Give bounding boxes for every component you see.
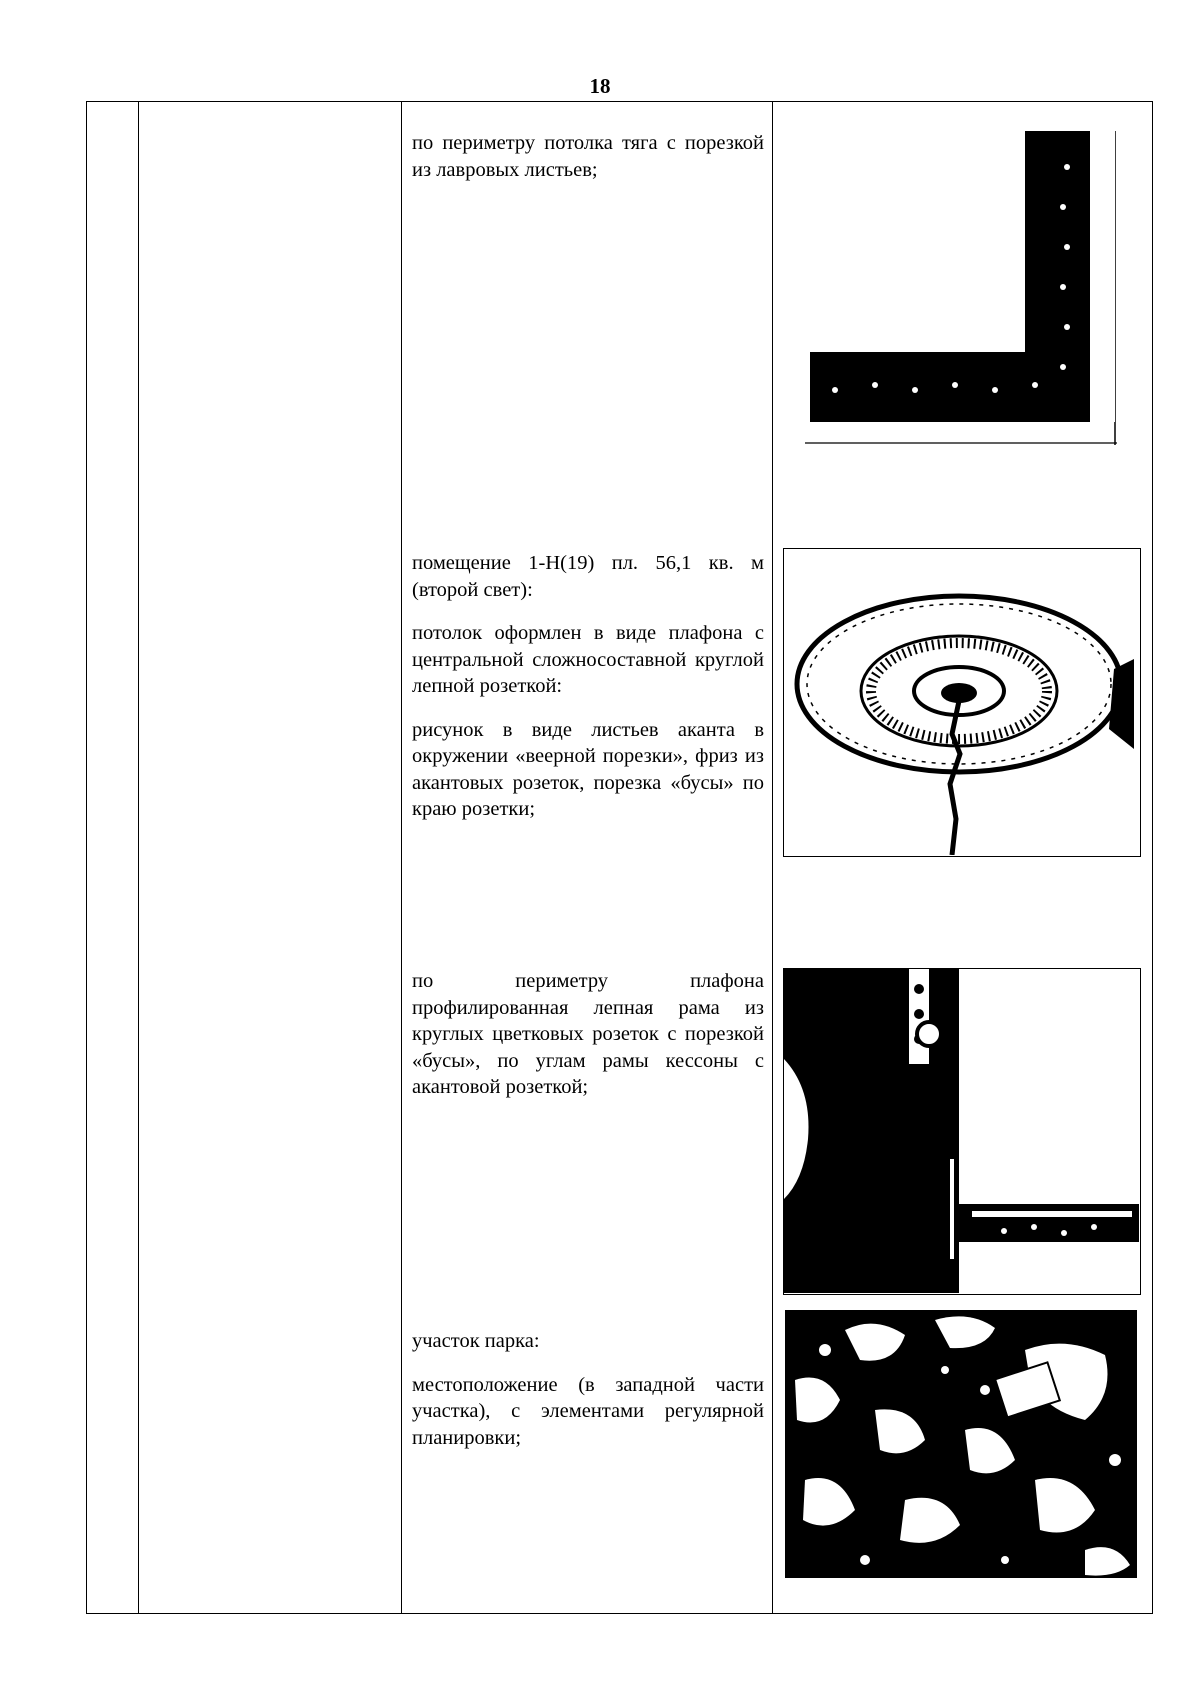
paragraph: участок парка: (412, 1330, 540, 1352)
paragraph: по периметру потолка тяга с порезкой из лавровых листьев; (412, 132, 764, 181)
paragraph: местоположение (в западной части участка), с элементами регулярной планировки; (412, 1373, 764, 1449)
text-block-cornice (412, 130, 764, 200)
paragraph: рисунок в виде листьев аканта в окружении «веерной порезки», фриз из акантовых розеток, порезка «бусы» по краю розетки; (412, 718, 764, 820)
text-block-park (412, 1328, 764, 1468)
paragraph: потолок оформлен в виде плафона с центральной сложносоставной круглой лепной розеткой: (412, 622, 764, 697)
paragraph: помещение 1-Н(19) пл. 56,1 кв. м (второй свет): (412, 552, 764, 601)
column-divider-3 (772, 101, 773, 1614)
page-number: 18 (589, 74, 611, 98)
column-divider-2 (401, 101, 402, 1614)
park-area-photo (785, 1310, 1137, 1578)
plafond-frame-photo (783, 968, 1141, 1295)
text-block-room (412, 550, 764, 840)
ceiling-rosette-photo (783, 548, 1141, 857)
paragraph: по периметру плафона профилированная лепная рама из круглых цветковых розеток с порезкой «бусы», по углам рамы кессоны с акантовой розеткой; (412, 970, 764, 1098)
cornice-laurel-photo (805, 127, 1120, 447)
text-block-frame (412, 968, 764, 1118)
column-divider-1 (138, 101, 139, 1614)
